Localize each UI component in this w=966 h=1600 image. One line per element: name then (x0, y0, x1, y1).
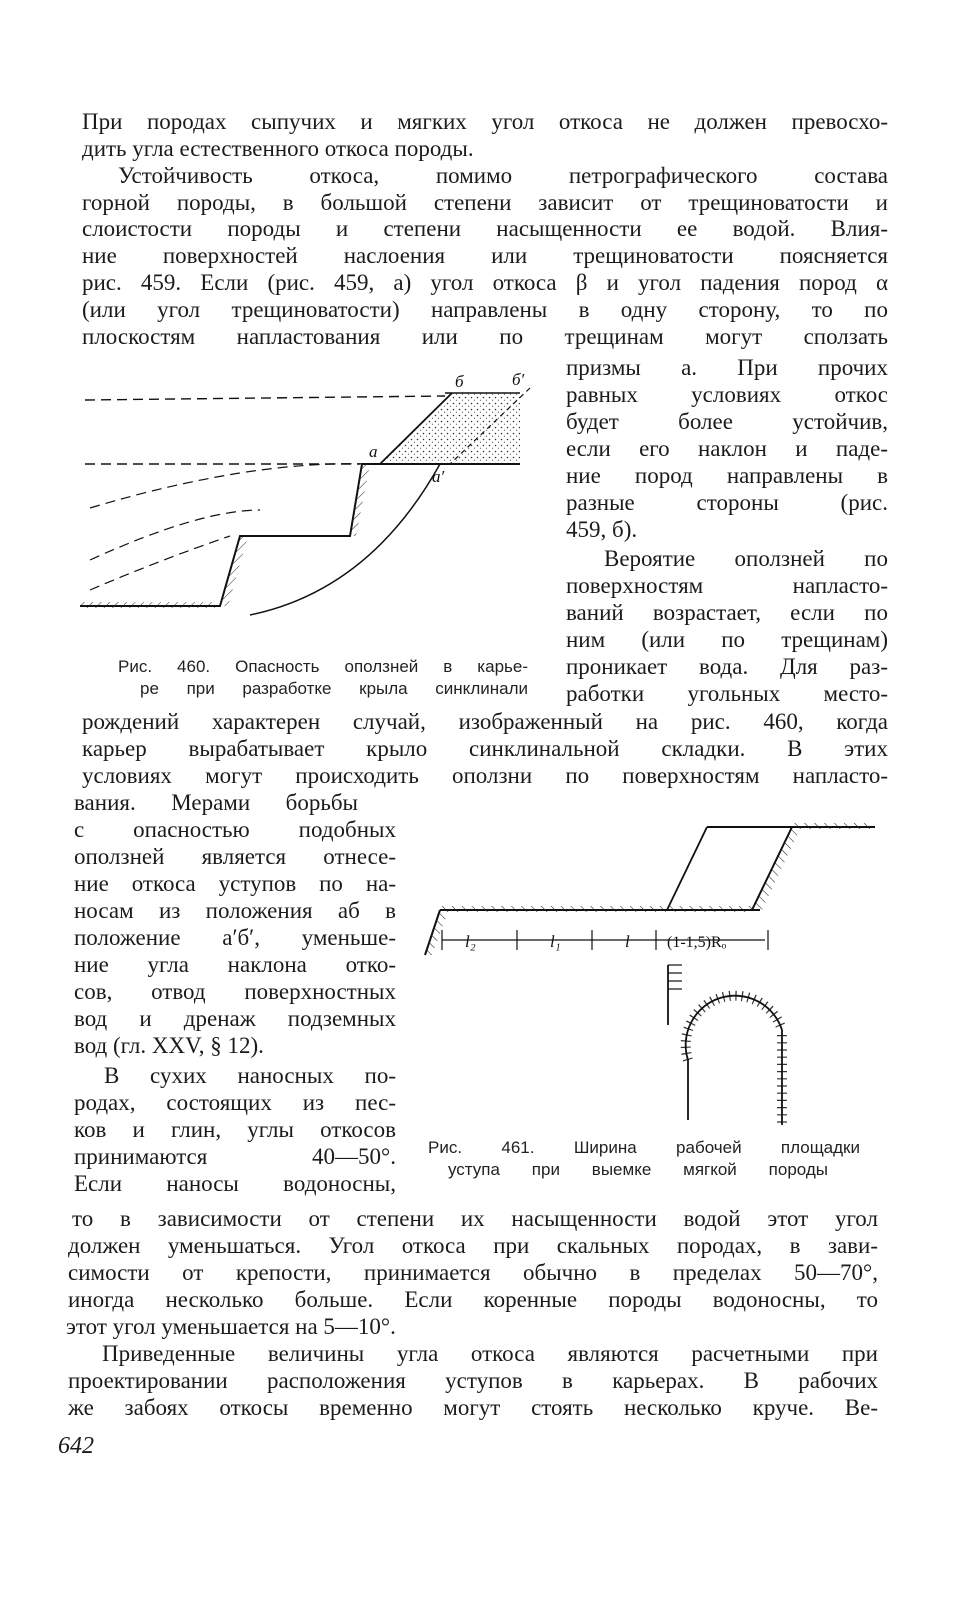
caption-line: ре при разработке крыла синклинали (140, 679, 528, 698)
text-line: ков и глин, углы откосов (74, 1117, 396, 1142)
figure-461 (420, 815, 890, 1135)
figure-460 (80, 360, 540, 650)
text-line: оползней является отнесе- (74, 844, 396, 869)
text-line: слоистости породы и степени насыщенности ее водой. Влия- (82, 216, 888, 241)
text-line: 459, б). (566, 517, 638, 542)
text-line: поверхностям напласто- (566, 573, 888, 598)
text-line: равных условиях откос (566, 382, 888, 407)
text-line: условиях могут происходить оползни по поверхностям напласто- (82, 763, 888, 788)
caption-line: уступа при выемке мягкой породы (448, 1160, 828, 1179)
text-line: В сухих наносных по- (104, 1063, 396, 1088)
text-line: же забоях откосы временно могут стоять несколько круче. Ве- (68, 1395, 878, 1420)
text-line: принимаются 40—50°. (74, 1144, 396, 1169)
text-line: будет более устойчив, (566, 409, 888, 434)
page-number: 642 (58, 1433, 94, 1459)
text-line: Если наносы водоносны, (74, 1171, 396, 1196)
label-radius: (1-1,5)Rₒ (667, 934, 727, 951)
text-line: Приведенные величины угла откоса являются расчетными при (102, 1341, 878, 1366)
text-line: ние поверхностей наслоения или трещиноватости поясняется (82, 243, 888, 268)
text-line: призмы а. При прочих (566, 355, 888, 380)
text-line: проектировании расположения уступов в карьерах. В рабочих (68, 1368, 878, 1393)
text-line: ним (или по трещинам) (566, 627, 888, 652)
text-line: носам из положения аб в (74, 898, 396, 923)
text-line: рождений характерен случай, изображенный на рис. 460, когда (82, 709, 888, 734)
text-line: ние угла наклона отко- (74, 952, 396, 977)
text-line: с опасностью подобных (74, 817, 396, 842)
text-line: если его наклон и паде- (566, 436, 888, 461)
caption-line: Рис. 460. Опасность оползней в карье- (118, 657, 528, 676)
label-a-prime: а′ (432, 467, 445, 486)
text-line: симости от крепости, принимается обычно в пределах 50—70°, (68, 1260, 878, 1285)
text-line: сов, отвод поверхностных (74, 979, 396, 1004)
text-line: ваний возрастает, если по (566, 600, 888, 625)
text-line: карьер вырабатывает крыло синклинальной складки. В этих (82, 736, 888, 761)
text-line: родах, состоящих из пес- (74, 1090, 396, 1115)
text-line: Вероятие оползней по (604, 546, 888, 571)
text-line: вания. Мерами борьбы (74, 790, 358, 815)
text-line: горной породы, в большой степени зависит от трещиноватости и (82, 190, 888, 215)
label-l: l (625, 932, 630, 951)
text-line: иногда несколько больше. Если коренные породы водоносны, то (68, 1287, 878, 1312)
text-line: вод (гл. XXV, § 12). (74, 1033, 264, 1058)
text-line: вод и дренаж подземных (74, 1006, 396, 1031)
text-line: дить угла естественного откоса породы. (82, 136, 474, 161)
text-line: ние пород направлены в (566, 463, 888, 488)
text-line: должен уменьшаться. Угол откоса при скальных породах, в зави- (68, 1233, 878, 1258)
text-line: ние откоса уступов по на- (74, 871, 396, 896)
text-line: (или угол трещиноватости) направлены в одну сторону, то по (82, 297, 888, 322)
text-line: этот угол уменьшается на 5—10°. (66, 1314, 396, 1339)
caption-line: Рис. 461. Ширина рабочей площадки (428, 1138, 860, 1157)
text-line: разные стороны (рис. (566, 490, 888, 515)
text-line: работки угольных место- (566, 681, 888, 706)
text-line: проникает вода. Для раз- (566, 654, 888, 679)
text-line: положение а′б′, уменьше- (74, 925, 396, 950)
label-a: а (369, 442, 378, 461)
text-line: то в зависимости от степени их насыщенности водой этот угол (72, 1206, 878, 1231)
label-b-prime: б′ (512, 370, 525, 389)
label-l2: l₂ (465, 932, 476, 951)
text-line: Устойчивость откоса, помимо петрографического состава (118, 163, 888, 188)
text-line: При породах сыпучих и мягких угол откоса не должен превосхо- (82, 109, 888, 134)
text-line: рис. 459. Если (рис. 459, а) угол откоса β и угол падения пород α (82, 270, 888, 295)
text-line: плоскостям напластования или по трещинам могут сползать (82, 324, 888, 349)
label-b: б (455, 372, 464, 391)
label-l1: l₁ (550, 932, 561, 951)
